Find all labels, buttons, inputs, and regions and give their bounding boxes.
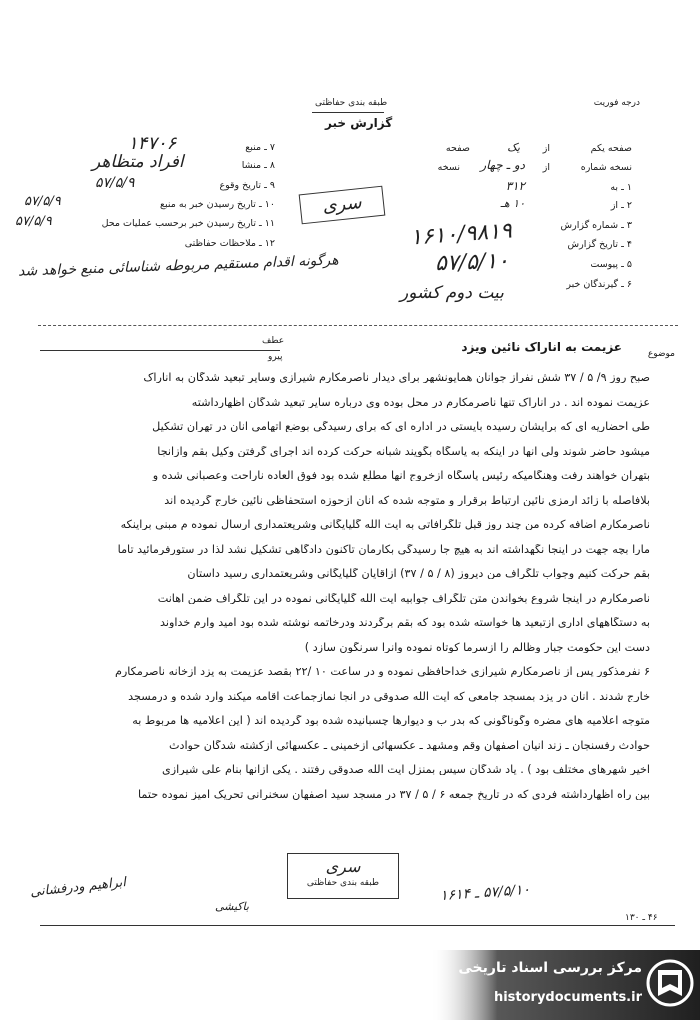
source-field-value: ۱۴۷۰۶ <box>128 133 177 154</box>
watermark-banner <box>430 950 700 1020</box>
signature-mid: باکیشی <box>215 900 249 913</box>
ref-label: عطف <box>262 336 285 346</box>
body-line: به دستگاههای اداری ازتبعید ها خواسته شده بود که بقم برگردند ودرخاتمه نوشته شده بود امید وارم خداوند <box>159 617 650 629</box>
header-underline <box>312 112 384 113</box>
body-line: مارا بچه جهت در اینجا نگهداشته اند به هیچ جا رسیدگی بکارمان تاکنون دادگاهی تشکیل نشد لذا در ستورفرمائید تاما <box>117 543 650 555</box>
copy-field-value: دو ـ چهار <box>480 158 525 172</box>
separator-line <box>38 325 678 326</box>
origin-field-value: افراد متظاهر <box>92 152 184 172</box>
received-source-value: ۵۷/۵/۹ <box>24 194 61 209</box>
body-line: دست این حکومت جبار وظالم را ازسرما کوتاه نموده وآنرا سرنگون سازد ) <box>304 641 650 653</box>
attachment-field: ۵ ـ پیوست <box>590 259 632 270</box>
report-number-field: ۳ ـ شماره گزارش <box>560 220 632 231</box>
footer-classification-box <box>287 853 399 899</box>
report-title: گزارش خبر <box>325 116 393 130</box>
page-field-of: از <box>542 143 550 154</box>
to-field: ۱ ـ به <box>610 182 632 193</box>
body-line: ناصرمکارم در اینجا شروع بخواندن متن تلگراف جوابیه آیت الله گلپایگانی نموده در این تلگراف ضمن اهانت <box>157 592 650 604</box>
body-line: بین راه اظهارداشته فردی که در تاریخ جمعه ۶ / ۵ / ۳۷ در مسجد سید اصفهان سخنرانی تحریک آمیز نموده حتماً <box>138 788 650 800</box>
from-field-value: ۱۰ هـ <box>500 197 525 210</box>
priority-label: درجه فوریت <box>593 98 640 108</box>
copy-field: نسخه شماره <box>580 162 632 173</box>
page-field: صفحه یکم <box>590 143 632 154</box>
body-line: بتهران خواهند رفت وهنگامیکه رئیس پاسگاه ازخروج آنها مطلع شده بود فوق العاده ناراحت وعصبانی شده و <box>152 470 650 482</box>
body-line: میشود حاضر شوند ولی آنها در اینکه به پاسگاه بگویند شبانه حرکت کرده اند اجرای گرفتن وکیل بقم وازآنجا <box>157 445 650 457</box>
watermark-url: historydocuments.ir <box>493 990 642 1005</box>
handwritten-number: ۱۶۱۰/۹۸۱۹ <box>409 218 513 251</box>
copy-field-of: از <box>542 162 550 173</box>
body-line: عزیمت نموده اند . در اناراک تنها ناصرمکارم در محل بوده وی درباره سایر تبعید شدگان اظهارداشته <box>191 396 650 408</box>
handwritten-date: ۵۷/۵/۱۰ <box>434 248 510 277</box>
from-field: ۲ ـ از <box>610 200 632 211</box>
footer-classification-value: سری <box>325 857 361 876</box>
occurrence-date-field: ۹ ـ تاریخ وقوع <box>219 180 275 191</box>
to-field-value: ۳۱۲ <box>505 179 525 193</box>
copy-field-tail: نسخه <box>437 162 460 173</box>
ref-line <box>40 350 280 351</box>
form-number: ۴۶ ـ ۱۳۰ <box>625 913 658 923</box>
handwritten-note: هرگونه اقدام مستقیم مربوطه شناسائی منبع خواهد شد <box>17 252 339 280</box>
signature-left: ابراهیم ودرفشانی <box>29 875 127 900</box>
subject-label: موضوع <box>647 349 675 359</box>
footer-classification-label: طبقه بندی حفاظتی <box>306 878 380 888</box>
body-line: حوادث رفسنجان ـ زند انیان اصفهان وقم ومشهد ـ عکسهائی ازخمینی ـ عکسهائی ازکشته شدگان حوادث <box>168 739 650 751</box>
classification-label: طبقه بندی حفاظتی <box>315 98 388 108</box>
security-notes-field: ۱۲ ـ ملاحظات حفاظتی <box>184 238 275 249</box>
body-line: طی احضاریه ای که برایشان رسیده بایستی در اداره ای که برای رسیدگی بوضع اتهامی آنان در تهران تشکیل <box>152 421 650 433</box>
page-field-tail: صفحه <box>445 143 470 154</box>
body-line: بقم حرکت کنیم وجواب تلگراف من دیروز (۸ / ۵ / ۳۷) ازآقایان گلپایگانی وشریعتمداری رسید داستان <box>187 568 650 580</box>
page-field-value: یک <box>507 141 520 154</box>
secret-stamp <box>299 186 386 225</box>
origin-field: ۸ ـ منشا <box>241 160 275 171</box>
footer-line <box>40 925 675 926</box>
received-local-field: ۱۱ ـ تاریخ رسیدن خبر برحسب عملیات محل <box>101 218 275 229</box>
recipients-field: ۶ ـ گیرندگان خبر <box>566 279 632 290</box>
report-date-field: ۴ ـ تاریخ گزارش <box>567 239 632 250</box>
follow-label: پیرو <box>268 352 283 362</box>
received-source-field: ۱۰ ـ تاریخ رسیدن خبر به منبع <box>160 199 275 210</box>
body-line: صبح روز ۹/ ۵ / ۳۷ شش نفراز جوانان همایونشهر برای دیدار ناصرمکارم شیرازی وسایر تبعید شدگان به اناراک <box>143 372 650 384</box>
body-line: بلافاصله با زائد ارمزی نائین ارتباط برقرار و متوجه شده که آنان ازحوزه استحفاظی نائین خارج گردیده اند <box>164 494 650 506</box>
handwritten-signature-note: بیت دوم کشور <box>400 283 504 303</box>
body-line: ناصرمکارم اضافه کرده من چند روز قبل تلگرافاتی به آیت الله گلپایگانی وشریعتمداری ارسال نموده م مبنی براینکه <box>120 519 650 531</box>
occurrence-date-value: ۵۷/۵/۹ <box>95 175 135 191</box>
secret-stamp-text: سری <box>321 192 363 217</box>
received-local-value: ۵۷/۵/۹ <box>15 214 52 229</box>
body-line: متوجه اعلامیه های مضره وگوناگونی که بدر ب و دیوارها چسبانیده شده بود گردیده اند ( این اعلامیه ها مربوط به <box>132 715 650 727</box>
body-line: اخیر شهرهای مختلف بود ) . یاد شدگان سپس بمنزل آیت الله صدوقی رفتند . یکی ازآنها بنام علی شیرازی <box>162 764 650 776</box>
body-line: خارج شدند . آنان در یزد بمسجد جامعی که آیت الله صدوقی در آنجا نمازجماعت اقامه میکند وارد شده و درمسجد <box>128 690 650 702</box>
subject-text: عزیمت به اناراک نائین ویزد <box>461 340 622 354</box>
watermark-title: مرکز بررسی اسناد تاریخی <box>458 960 642 976</box>
footer-handwritten-date: ۵۷/۵/۱۰ ـ ۱۶۱۴ <box>439 881 531 905</box>
source-field: ۷ ـ منبع <box>245 142 275 153</box>
body-line: ۶ نفرمذکور پس از ناصرمکارم شیرازی خداحافظی نموده و در ساعت ۱۰ /۲۲ بقصد عزیمت به یزد ازخانه ناصرمکارم <box>114 666 650 678</box>
